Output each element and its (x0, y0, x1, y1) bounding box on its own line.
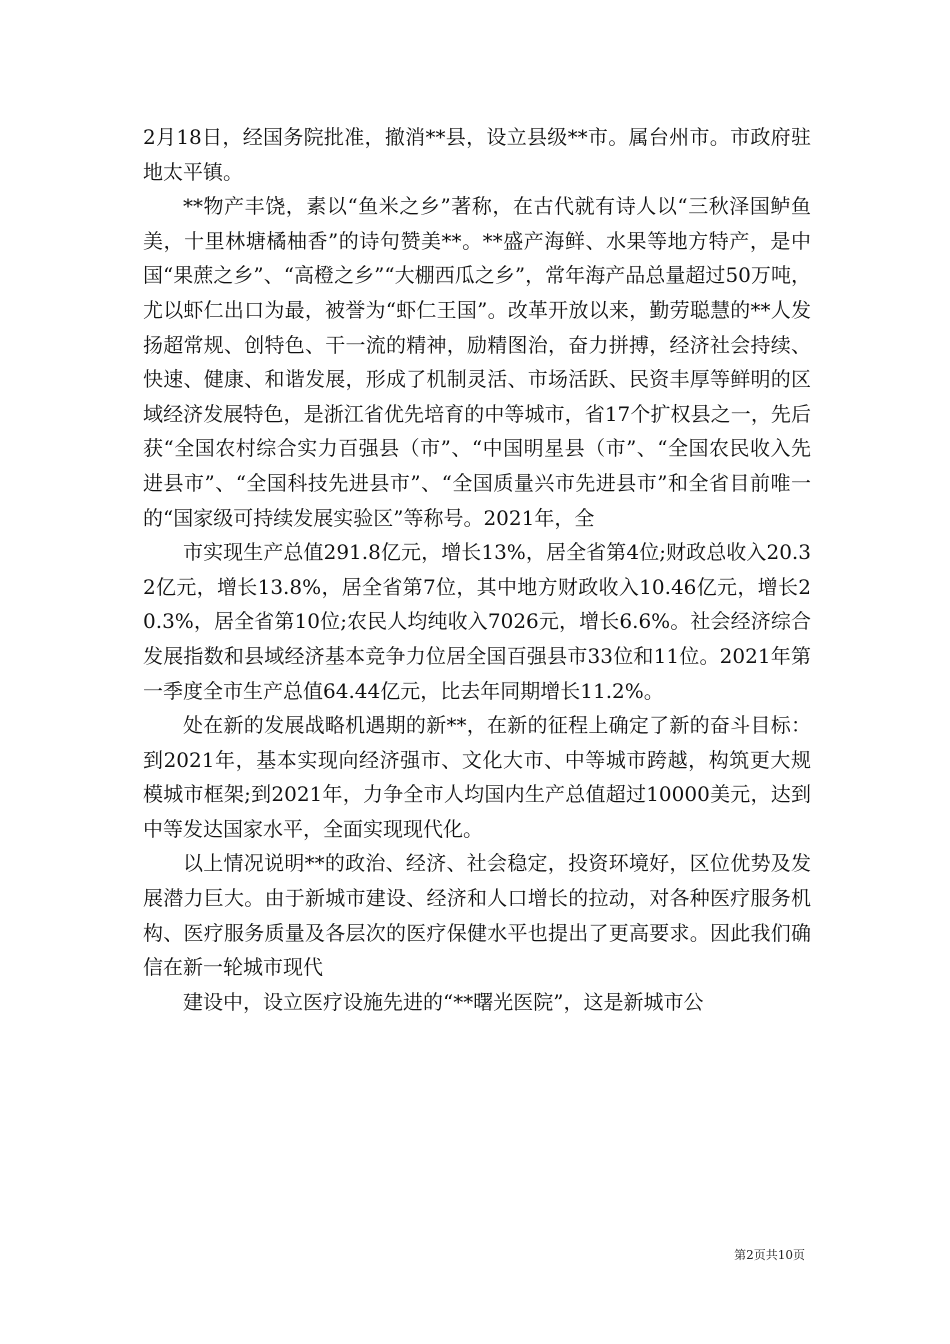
paragraph-1: 2月18日，经国务院批准，撤消**县，设立县级**市。属台州市。市政府驻地太平镇。 (143, 125, 811, 184)
page-number-footer: 第2页共10页 (734, 1248, 805, 1262)
paragraph-6: 建设中，设立医疗设施先进的“**曙光医院”，这是新城市公 (183, 989, 704, 1014)
paragraph-4: 处在新的发展战略机遇期的新**，在新的征程上确定了新的奋斗目标：到2021年，基本实现向经济强市、文化大市、中等城市跨越，构筑更大规模城市框架;到2021年，力争全市人均国内生产总值超过10000美元，达到中等发达国家水平，全面实现现代化。 (143, 713, 811, 841)
document-body (143, 120, 811, 1019)
paragraph-5: 以上情况说明**的政治、经济、社会稳定，投资环境好，区位优势及发展潜力巨大。由于新城市建设、经济和人口增长的拉动，对各种医疗服务机构、医疗服务质量及各层次的医疗保健水平也提出了更高要求。因此我们确信在新一轮城市现代 (143, 851, 811, 980)
paragraph-3: 市实现生产总值291.8亿元，增长13%，居全省第4位;财政总收入20.32亿元，增长13.8%，居全省第7位，其中地方财政收入10.46亿元，增长20.3%，居全省第10位;农民人均纯收入7026元，增长6.6%。社会经济综合发展指数和县域经济基本竞争力位居全国百强县市33位和11位。2021年第一季度全市生产总值64.44亿元，比去年同期增长11.2%。 (143, 540, 811, 703)
paragraph-2: **物产丰饶，素以“鱼米之乡”著称，在古代就有诗人以“三秋泽国鲈鱼美，十里林塘橘柚香”的诗句赞美**。**盛产海鲜、水果等地方特产，是中国“果蔗之乡”、“高橙之乡”“大棚西瓜之乡”，常年海产品总量超过50万吨，尤以虾仁出口为最，被誉为“虾仁王国”。改革开放以来，勤劳聪慧的**人发扬超常规、创特色、干一流的精神，励精图治，奋力拼搏，经济社会持续、快速、健康、和谐发展，形成了机制灵活、市场活跃、民资丰厚等鲜明的区域经济发展特色，是浙江省优先培育的中等城市，省17个扩权县之一，先后获“全国农村综合实力百强县（市”、“中国明星县（市”、“全国农民收入先进县市”、“全国科技先进县市”、“全国质量兴市先进县市”和全省目前唯一的“国家级可持续发展实验区”等称号。2021年，全 (143, 194, 811, 530)
